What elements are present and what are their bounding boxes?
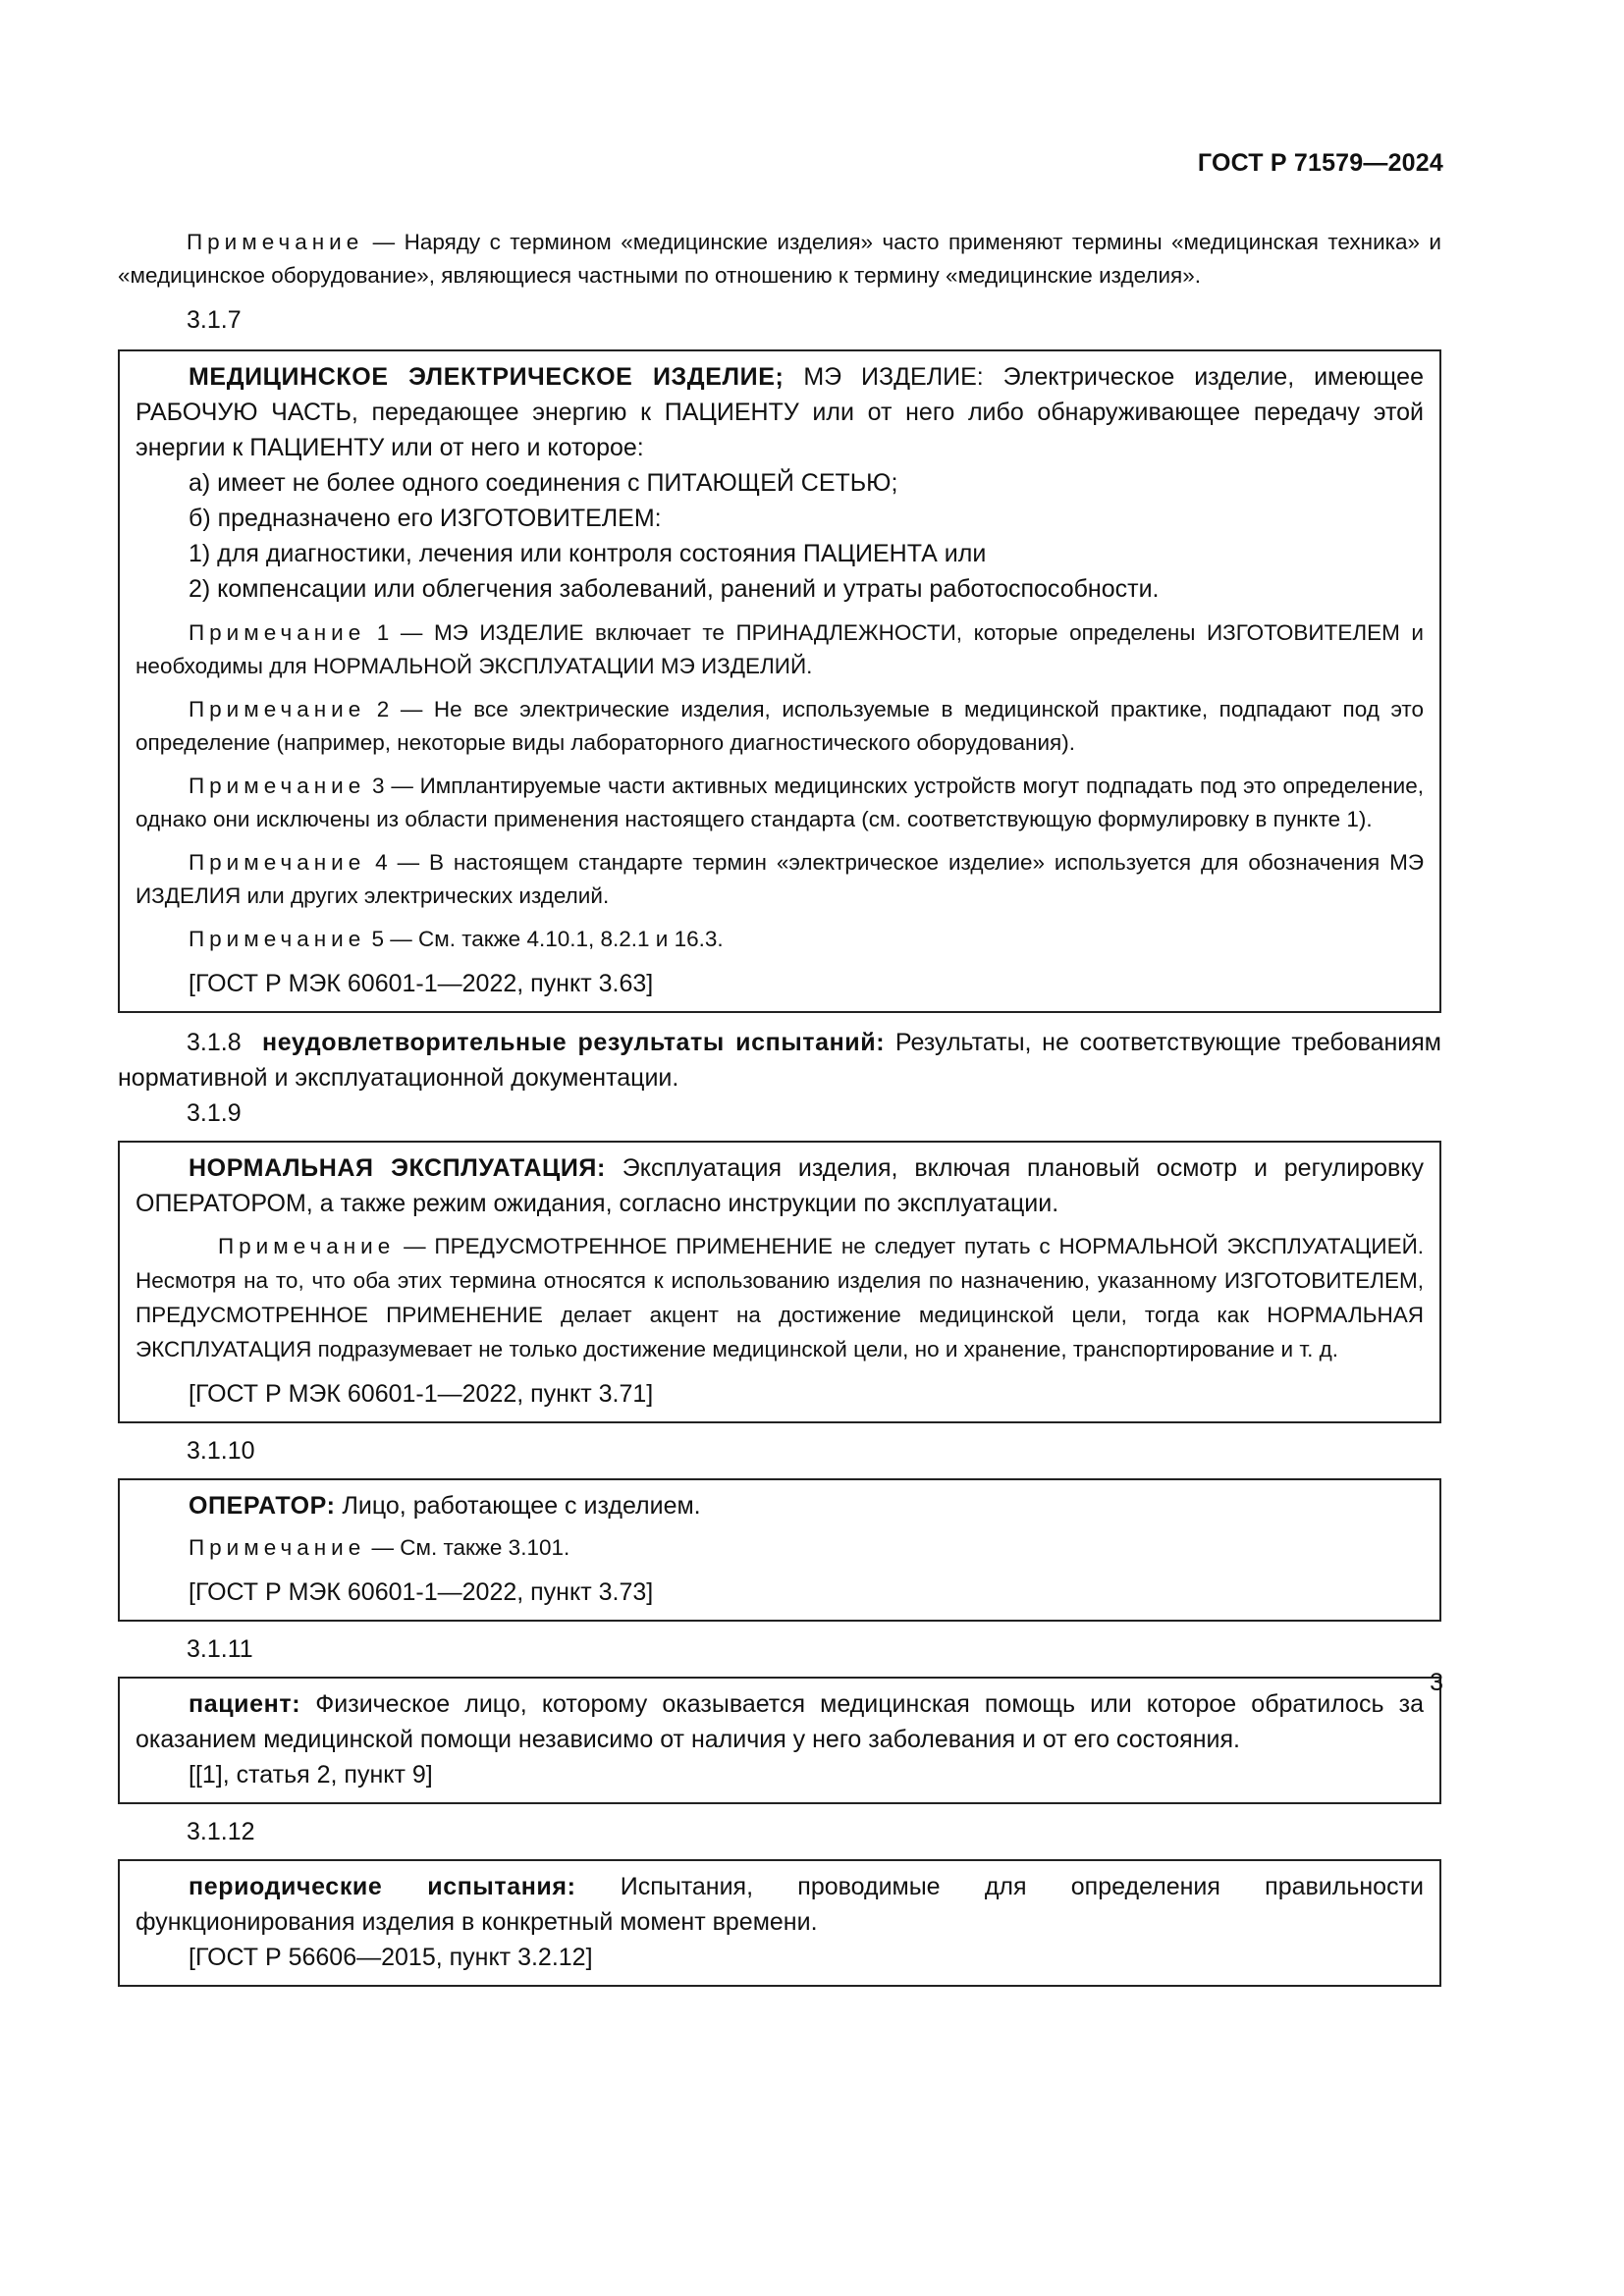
note-text: 5 — См. также 4.10.1, 8.2.1 и 16.3. [365, 927, 724, 951]
list-item: б) предназначено его ИЗГОТОВИТЕЛЕМ: [189, 505, 662, 532]
definition-box-3-1-10 [118, 1478, 1441, 1622]
definition-box-3-1-7 [118, 349, 1441, 1013]
note-2 [135, 693, 1424, 760]
definition-box-3-1-12 [118, 1859, 1441, 1987]
content [118, 226, 1441, 1987]
term: НОРМАЛЬНАЯ ЭКСПЛУАТАЦИЯ: [189, 1154, 606, 1182]
list-item: 1) для диагностики, лечения или контроля состояния ПАЦИЕНТА или [189, 540, 987, 567]
clause-number: 3.1.11 [187, 1635, 253, 1663]
term: пациент: [189, 1690, 301, 1718]
note-3 [135, 770, 1424, 836]
note-label: Примечание [189, 620, 366, 645]
note-text: 4 — В настоящем стандарте термин «электрическое изделие» используется для обозначения МЭ ИЗДЕЛИЯ или других электрических изделий. [135, 850, 1424, 908]
note-text: — Наряду с термином «медицинские изделия» часто применяют термины «медицинская техника» и «медицинское оборудование», являющиеся частными по отношению к термину «медицинские изделия». [118, 230, 1441, 288]
definition-3-1-8 [118, 1025, 1441, 1095]
note-label: Примечание [189, 850, 366, 875]
note-text: — ПРЕДУСМОТРЕННОЕ ПРИМЕНЕНИЕ не следует путать с НОРМАЛЬНОЙ ЭКСПЛУАТАЦИЕЙ. Несмотря на то, что оба этих термина относятся к использованию изделия по назначению, указанному ИЗГОТОВИТЕЛЕМ, ПРЕДУСМОТРЕННОЕ ПРИМЕНЕНИЕ делает акцент на достижение медицинской цели, тогда как НОРМАЛЬНАЯ ЭКСПЛУАТАЦИЯ подразумевает не только достижение медицинской цели, но и хранение, транспортирование и т. д. [135, 1234, 1424, 1362]
note-label: Примечание [218, 1234, 396, 1258]
source-reference: [ГОСТ Р МЭК 60601-1—2022, пункт 3.71] [189, 1380, 654, 1408]
doc-header: ГОСТ Р 71579—2024 [1197, 149, 1443, 177]
definition [135, 1150, 1424, 1221]
list-item: а) имеет не более одного соединения с ПИТАЮЩЕЙ СЕТЬЮ; [189, 469, 898, 497]
note-1 [135, 616, 1424, 683]
definition-text: Эксплуатация изделия, включая плановый осмотр и регулировку ОПЕРАТОРОМ, а также режим ожидания, согласно инструкции по эксплуатации. [135, 1154, 1425, 1217]
definition [135, 1488, 1424, 1523]
definition-text: МЭ ИЗДЕЛИЕ: Электрическое изделие, имеющее РАБОЧУЮ ЧАСТЬ, передающее энергию к ПАЦИЕНТУ или от него либо обнаруживающее передачу этой энергии к ПАЦИЕНТУ или от него и которое: [135, 363, 1424, 461]
note-text: 3 — Имплантируемые части активных медицинских устройств могут подпадать под это определение, однако они исключены из области применения настоящего стандарта (см. соответствующую формулировку в пункте 1). [135, 774, 1424, 831]
clause-number: 3.1.10 [187, 1437, 255, 1465]
definition-text: Испытания, проводимые для определения правильности функционирования изделия в конкретный момент времени. [135, 1873, 1425, 1936]
clause-number: 3.1.8 [187, 1029, 242, 1056]
definition-text: Физическое лицо, которому оказывается медицинская помощь или которое обратилось за оказанием медицинской помощи независимо от наличия у него заболевания и от его состояния. [135, 1690, 1424, 1753]
source-reference: [ГОСТ Р 56606—2015, пункт 3.2.12] [189, 1944, 593, 1971]
note-label: Примечание [189, 774, 366, 798]
source-reference: [[1], статья 2, пункт 9] [189, 1761, 433, 1789]
note-label: Примечание [189, 1535, 366, 1560]
note-4 [135, 846, 1424, 913]
clause-number: 3.1.9 [187, 1099, 242, 1127]
definition [135, 359, 1424, 465]
note-text: 2 — Не все электрические изделия, используемые в медицинской практике, подпадают под это определение (например, некоторые виды лабораторного диагностического оборудования). [135, 697, 1424, 755]
term: неудовлетворительные результаты испытаний: [262, 1029, 886, 1056]
clause-number: 3.1.7 [187, 306, 242, 334]
term: периодические испытания: [189, 1873, 576, 1900]
clause-number: 3.1.12 [187, 1818, 255, 1845]
list-item: 2) компенсации или облегчения заболеваний, ранений и утраты работоспособности. [189, 575, 1160, 603]
note [135, 1531, 1424, 1565]
note-label: Примечание [187, 230, 364, 254]
term: МЕДИЦИНСКОЕ ЭЛЕКТРИЧЕСКОЕ ИЗДЕЛИЕ; [189, 363, 785, 391]
definition [135, 1686, 1424, 1757]
source-reference: [ГОСТ Р МЭК 60601-1—2022, пункт 3.73] [189, 1578, 654, 1606]
note-label: Примечание [189, 697, 366, 721]
intro-note [118, 226, 1441, 293]
note-5 [135, 923, 1424, 956]
note-text: 1 — МЭ ИЗДЕЛИЕ включает те ПРИНАДЛЕЖНОСТИ, которые определены ИЗГОТОВИТЕЛЕМ и необходимы для НОРМАЛЬНОЙ ЭКСПЛУАТАЦИИ МЭ ИЗДЕЛИЙ. [135, 620, 1424, 678]
definition-box-3-1-11 [118, 1677, 1441, 1804]
source-reference: [ГОСТ Р МЭК 60601-1—2022, пункт 3.63] [189, 970, 654, 997]
definition-text: Лицо, работающее с изделием. [335, 1492, 701, 1520]
definition [135, 1869, 1424, 1940]
note-label: Примечание [189, 927, 366, 951]
definition-box-3-1-9 [118, 1141, 1441, 1423]
note [135, 1229, 1424, 1366]
page-number: 3 [1430, 1669, 1443, 1696]
term: ОПЕРАТОР: [189, 1492, 336, 1520]
note-text: — См. также 3.101. [365, 1535, 570, 1560]
definition-text: Результаты, не соответствующие требованиям нормативной и эксплуатационной документации. [118, 1029, 1441, 1092]
